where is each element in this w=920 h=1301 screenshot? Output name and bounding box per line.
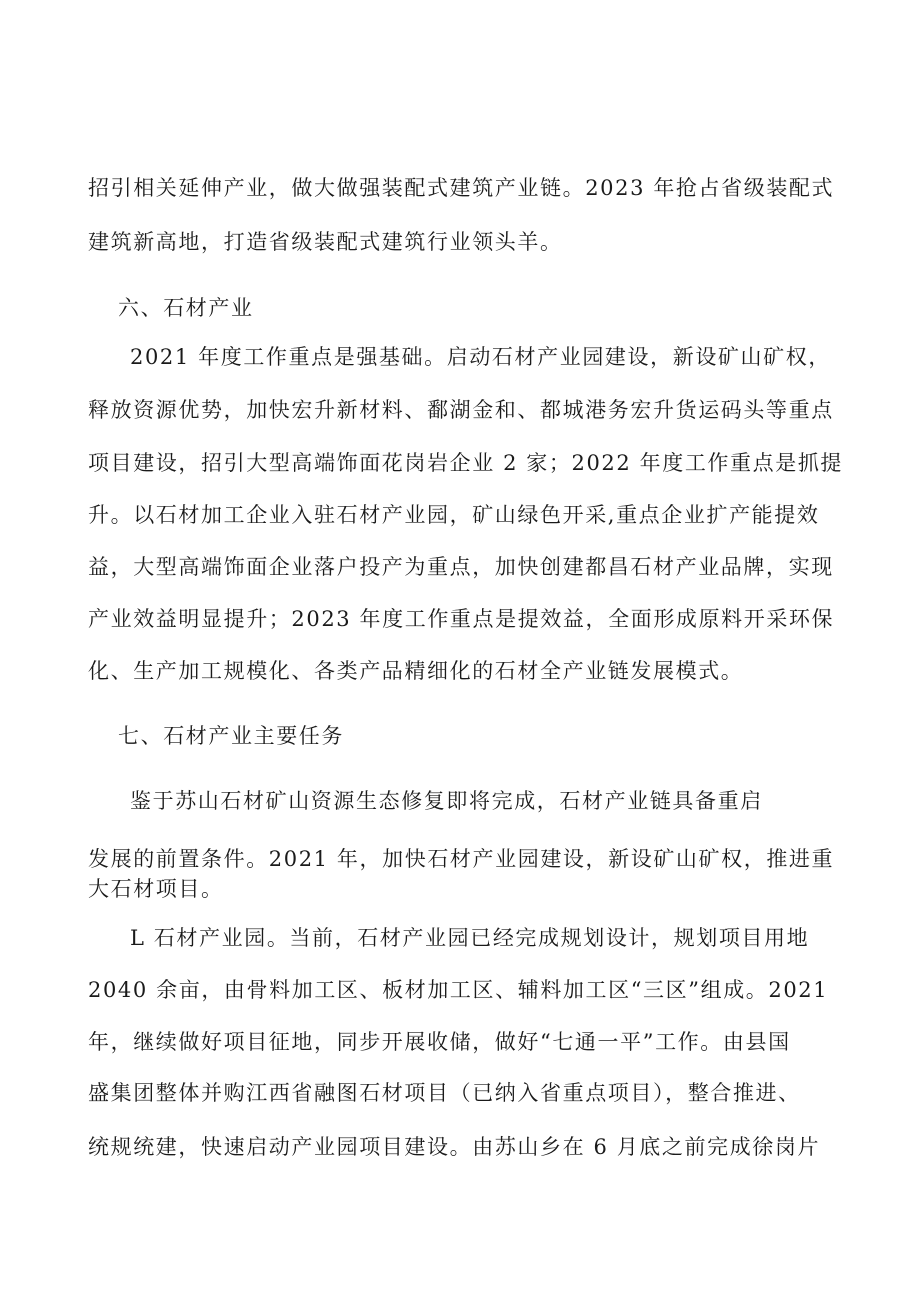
paragraph-line: 释放资源优势，加快宏升新材料、鄱湖金和、都城港务宏升货运码头等重点 <box>88 398 834 422</box>
paragraph-line: 2040 余亩，由骨料加工区、板材加工区、辅料加工区“三区”组成。2021 <box>88 978 829 1002</box>
paragraph-line: 招引相关延伸产业，做大做强装配式建筑产业链。2023 年抢占省级装配式 <box>88 176 835 200</box>
paragraph-line: 升。以石材加工企业入驻石材产业园，矿山绿色开采,重点企业扩产能提效 <box>88 503 820 527</box>
paragraph-line: 2021 年度工作重点是强基础。启动石材产业园建设，新设矿山矿权， <box>130 345 831 369</box>
paragraph-line: 化、生产加工规模化、各类产品精细化的石材全产业链发展模式。 <box>88 659 744 683</box>
paragraph-line: 盛集团整体并购江西省融图石材项目（已纳入省重点项目），整合推进、 <box>88 1081 801 1105</box>
paragraph-line: 建筑新高地，打造省级装配式建筑行业领头羊。 <box>88 230 563 254</box>
section-heading: 六、石材产业 <box>118 296 254 320</box>
section-heading: 七、石材产业主要任务 <box>118 724 344 748</box>
paragraph-line: 产业效益明显提升；2023 年度工作重点是提效益，全面形成原料开采环保 <box>88 607 835 631</box>
paragraph-line: 项目建设，招引大型高端饰面花岗岩企业 2 家；2022 年度工作重点是抓提 <box>88 451 844 475</box>
paragraph-line: 益，大型高端饰面企业落户投产为重点，加快创建都昌石材产业品牌，实现 <box>88 555 834 579</box>
paragraph-line: 鉴于苏山石材矿山资源生态修复即将完成，石材产业链具备重启 <box>130 789 763 813</box>
paragraph-line: 发展的前置条件。2021 年，加快石材产业园建设，新设矿山矿权，推进重 <box>88 847 835 871</box>
paragraph-line: 大石材项目。 <box>88 877 224 901</box>
paragraph-line: 年，继续做好项目征地，同步开展收储，做好“七通一平”工作。由县国 <box>88 1030 791 1054</box>
paragraph-line: 统规统建，快速启动产业园项目建设。由苏山乡在 6 月底之前完成徐岗片 <box>88 1135 821 1159</box>
list-item-line: L 石材产业园。当前，石材产业园已经完成规划设计，规划项目用地 <box>130 926 810 950</box>
